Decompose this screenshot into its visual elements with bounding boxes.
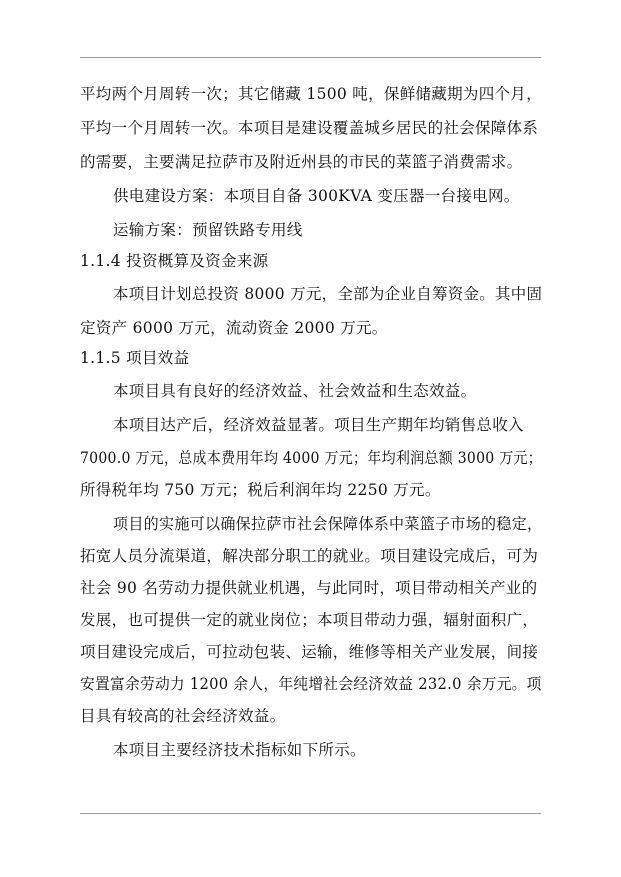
text-line: 本项目主要经济技术指标如下所示。 [113,741,366,759]
section-heading: 1.1.5 项目效益 [80,349,190,367]
text-line: 目具有较高的社会经济效益。 [80,707,286,725]
text-line: 拓宽人员分流渠道，解决部分职工的就业。项目建设完成后，可为 [80,547,539,565]
text-line: 安置富余劳动力 1200 余人，年纯增社会经济效益 232.0 余万元。项 [80,675,542,693]
footer-rule [80,813,541,814]
text-line: 社会 90 名劳动力提供就业机遇，与此同时，项目带动相关产业的 [80,579,538,597]
text-line: 定资产 6000 万元，流动资金 2000 万元。 [80,319,388,337]
section-heading: 1.1.4 投资概算及资金来源 [80,252,269,270]
text-line: 发展，也可提供一定的就业岗位；本项目带动力强，辐射面积广， [80,611,539,629]
text-line: 平均两个月周转一次；其它储藏 1500 吨，保鲜储藏期为四个月， [80,85,542,103]
text-line: 本项目具有良好的经济效益、社会效益和生态效益。 [113,382,477,400]
text-line: 本项目达产后，经济效益显著。项目生产期年均销售总收入 [113,416,524,434]
text-line: 平均一个月周转一次。本项目是建设覆盖城乡居民的社会保障体系 [80,119,539,137]
text-line: 项目的实施可以确保拉萨市社会保障体系中菜篮子市场的稳定， [113,515,543,533]
text-line: 7000.0 万元，总成本费用年均 4000 万元；年均利润总额 3000 万元； [80,449,543,467]
text-line: 运输方案：预留铁路专用线 [113,221,303,239]
text-line: 本项目计划总投资 8000 万元，全部为企业自筹资金。其中固 [113,285,543,303]
text-line: 的需要，主要满足拉萨市及附近州县的市民的菜篮子消费需求。 [80,153,523,171]
text-line: 所得税年均 750 万元；税后利润年均 2250 万元。 [80,481,441,499]
header-rule [80,57,541,58]
text-line: 供电建设方案：本项目自备 300KVA 变压器一台接电网。 [113,187,520,205]
text-line: 项目建设完成后，可拉动包装、运输，维修等相关产业发展，间接 [80,643,539,661]
